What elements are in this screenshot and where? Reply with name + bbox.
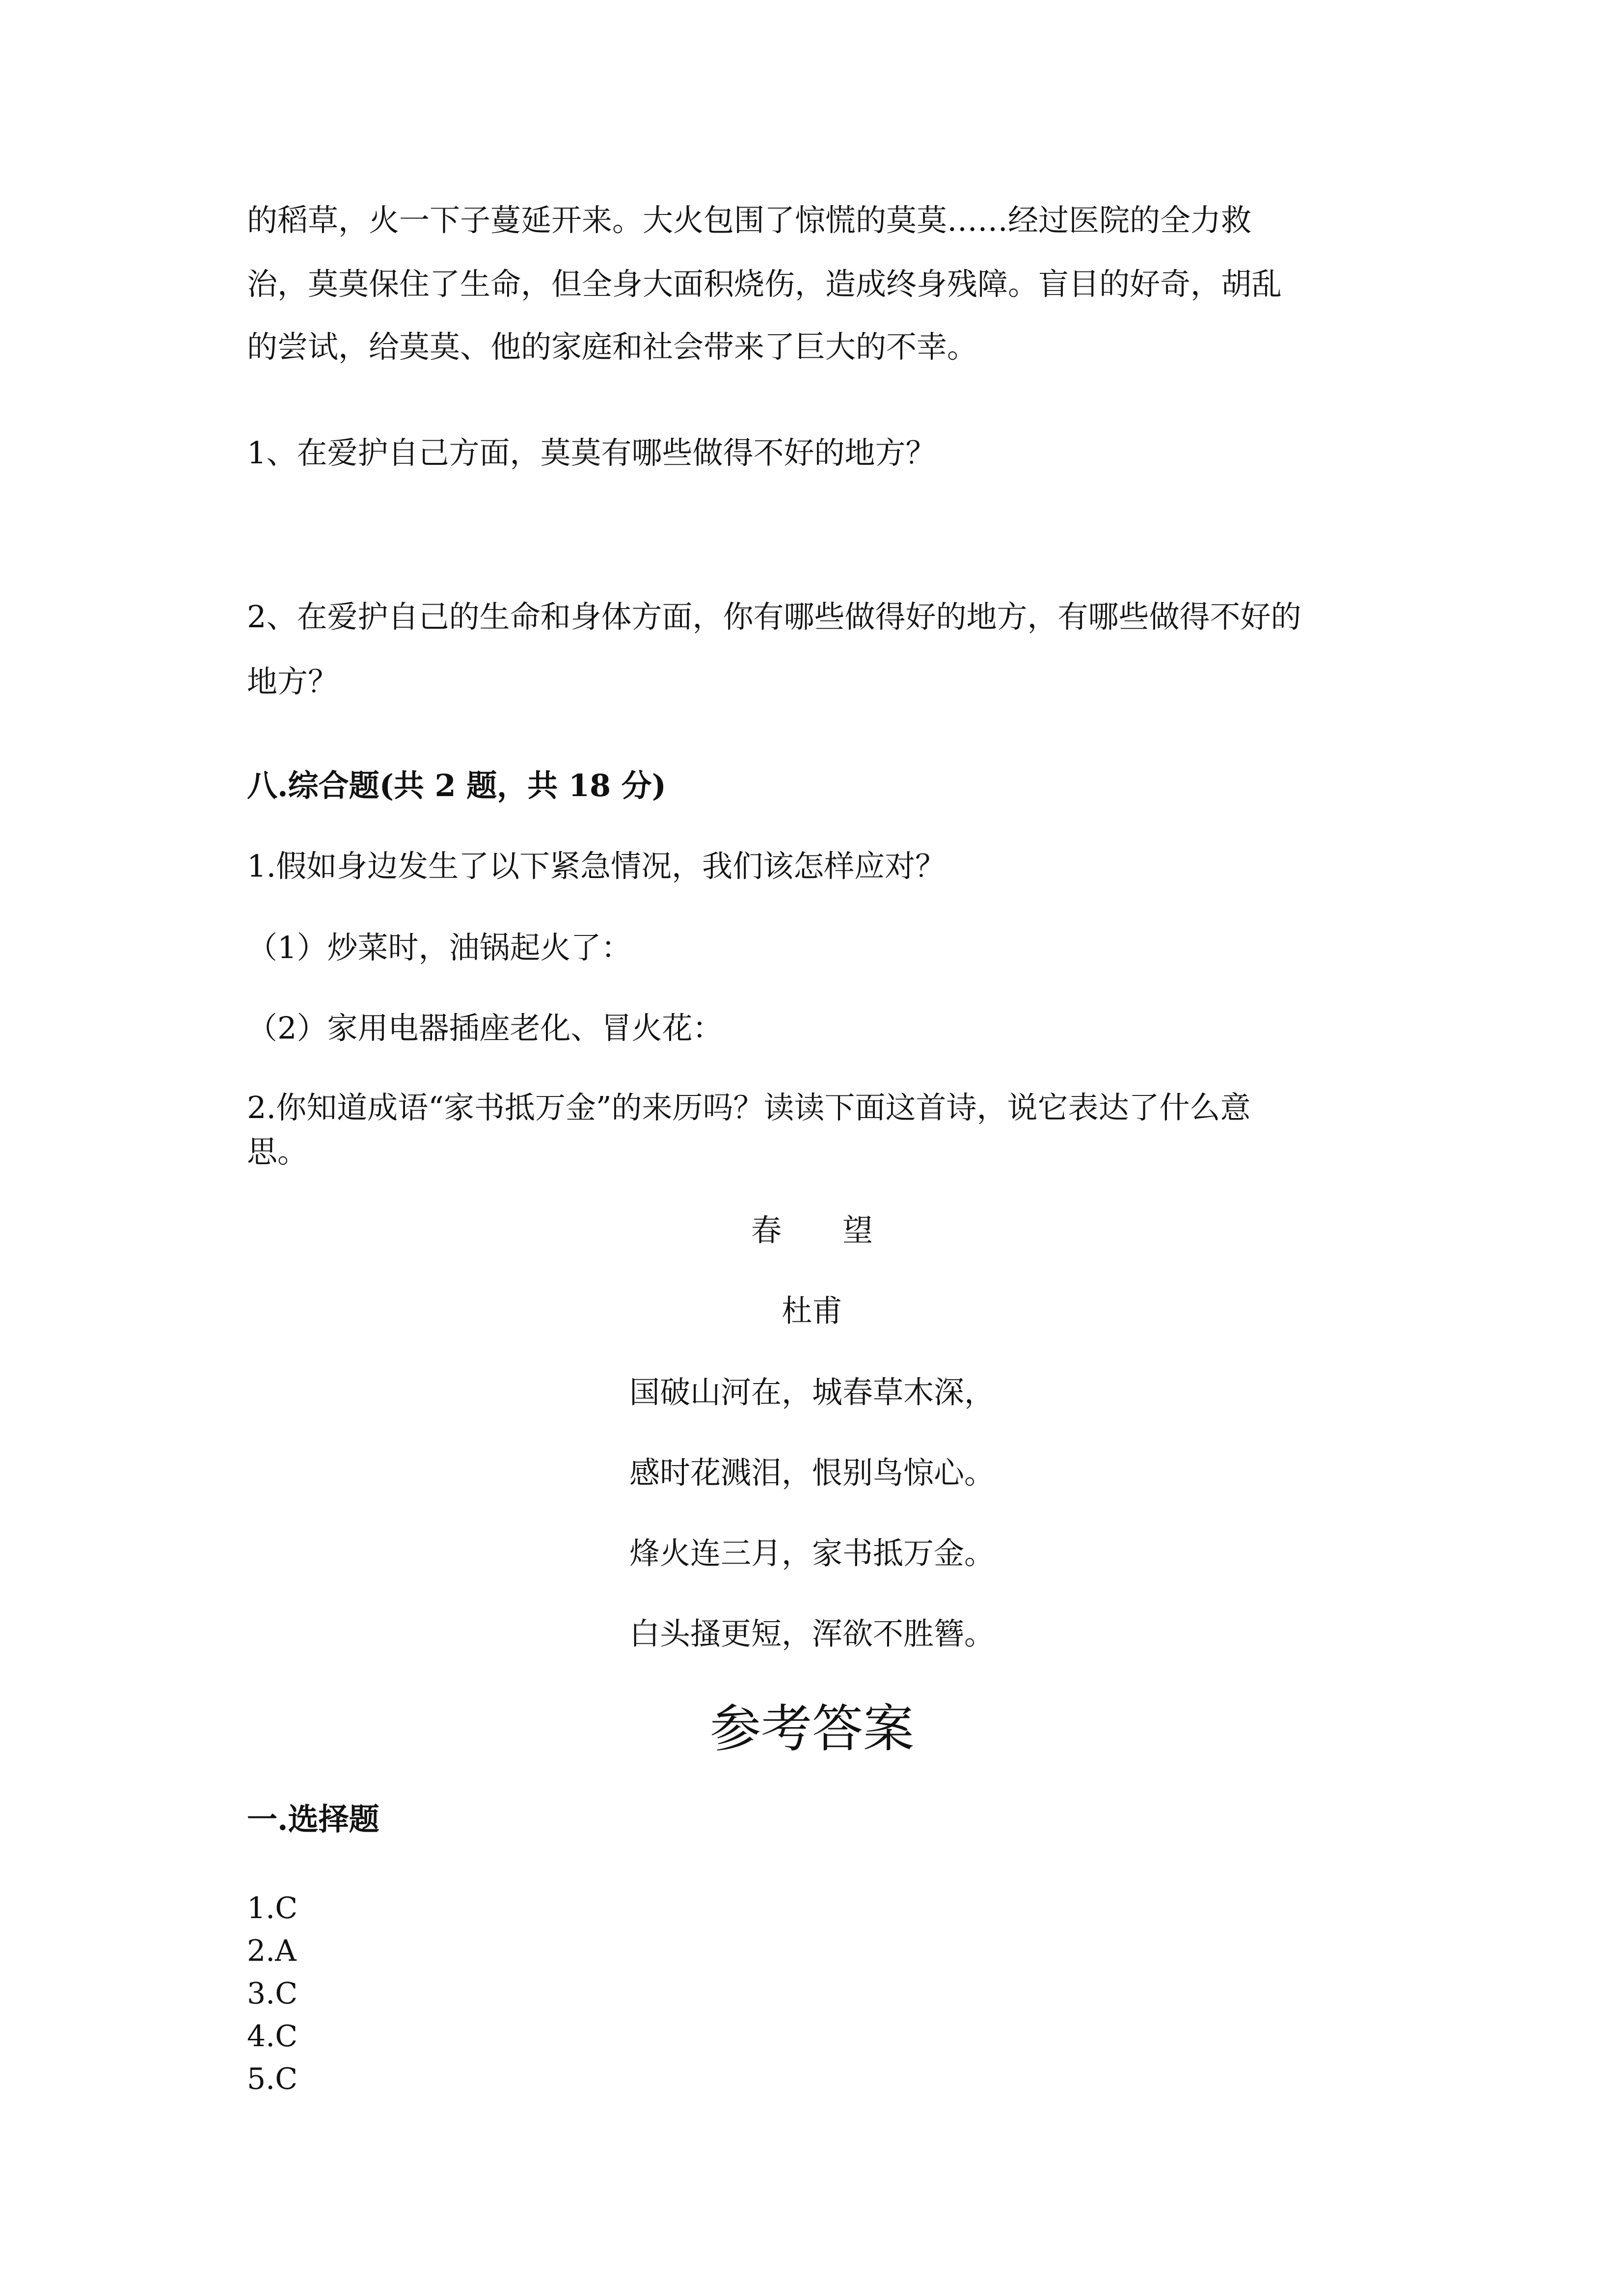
poem-author: 杜甫 — [781, 1293, 842, 1329]
poem-line-4: 白头搔更短，浑欲不胜簪。 — [629, 1616, 995, 1652]
section-8-question-1-a: （1）炒菜时，油锅起火了： — [247, 930, 632, 965]
question-7-2-line-2: 地方？ — [247, 664, 339, 699]
answers-section-1-heading: 一.选择题 — [247, 1801, 379, 1837]
section-8-question-2-line-2: 思。 — [247, 1134, 308, 1170]
poem-line-3: 烽火连三月，家书抵万金。 — [629, 1535, 995, 1571]
answer-item: 4.C — [247, 2019, 298, 2054]
section-8-question-1-b: （2）家用电器插座老化、冒火花： — [247, 1010, 723, 1046]
section-8-question-1: 1.假如身边发生了以下紧急情况，我们该怎样应对？ — [247, 848, 946, 884]
answer-item: 5.C — [247, 2062, 298, 2096]
section-8-heading: 八.综合题(共 2 题，共 18 分) — [247, 768, 667, 803]
answer-item: 3.C — [247, 1976, 298, 2011]
passage-line-1: 的稻草，火一下子蔓延开来。大火包围了惊慌的莫莫……经过医院的全力救 — [247, 202, 1252, 238]
passage-line-3: 的尝试，给莫莫、他的家庭和社会带来了巨大的不幸。 — [247, 329, 978, 365]
section-8-question-2-line-1: 2.你知道成语“家书抵万金”的来历吗？读读下面这首诗，说它表达了什么意 — [247, 1090, 1251, 1125]
poem-line-1: 国破山河在，城春草木深， — [629, 1374, 995, 1410]
question-7-2-line-1: 2、在爱护自己的生命和身体方面，你有哪些做得好的地方，有哪些做得不好的 — [247, 599, 1301, 635]
poem-title: 春 望 — [751, 1212, 873, 1248]
answer-item: 2.A — [247, 1934, 297, 1968]
answers-title: 参考答案 — [709, 1699, 914, 1759]
passage-line-2: 治，莫莫保住了生命，但全身大面积烧伤，造成终身残障。盲目的好奇，胡乱 — [247, 266, 1282, 302]
answers-list — [247, 1887, 298, 2101]
poem-line-2: 感时花溅泪，恨别鸟惊心。 — [629, 1455, 995, 1491]
answer-item: 1.C — [247, 1891, 298, 1925]
question-7-1: 1、在爱护自己方面，莫莫有哪些做得不好的地方？ — [247, 435, 936, 471]
